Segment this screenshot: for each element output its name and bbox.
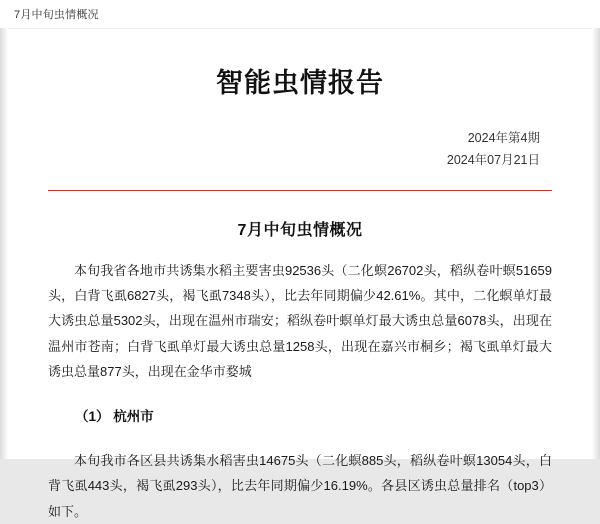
section-title: 7月中旬虫情概况 [237,221,363,239]
document-meta [48,128,552,172]
subsection-heading-hangzhou: （1） 杭州市 [75,409,154,425]
document-content [8,61,592,524]
paragraph-province-summary: 本旬我省各地市共诱集水稻主要害虫92536头（二化螟26702头，稻纵卷叶螟51659头，白背飞虱6827头，褐飞虱7348头），比去年同期偏少42.61%。其中，二化螟单灯最大诱虫总量5302头，出现在温州市瑞安；稻纵卷叶螟单灯最大诱虫总量6078头，出现在温州市苍南；白背飞虱单灯最大诱虫总量1258头，出现在嘉兴市桐乡；褐飞虱单灯最大诱虫总量877头，出现在金华市婺城 [48,262,552,380]
page-left-shadow [0,28,8,459]
red-divider [48,190,552,191]
document-tab-label[interactable]: 7月中旬虫情概况 [14,9,99,21]
document-body [8,28,592,519]
issue-number: 2024年第4期 [467,131,540,145]
report-date: 2024年07月21日 [446,152,540,167]
page-title: 智能虫情报告 [216,68,384,98]
paragraph-hangzhou-summary: 本旬我市各区县共诱集水稻害虫14675头（二化螟885头，稻纵卷叶螟13054头，白背飞虱443头，褐飞虱293头），比去年同期偏少16.19%。各县区诱虫总量排名（top3）如下。 [48,453,552,519]
page-right-shadow [592,28,600,459]
